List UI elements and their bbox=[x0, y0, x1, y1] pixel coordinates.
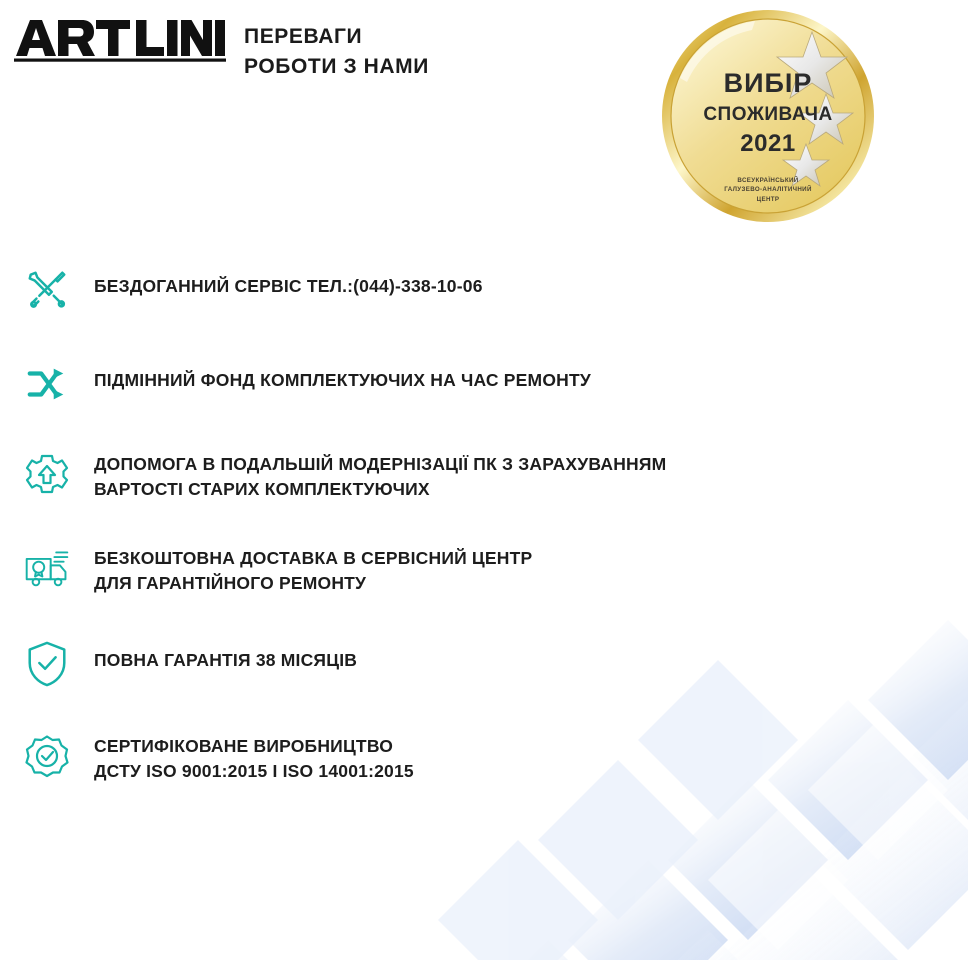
headline-line-2: РОБОТИ З НАМИ bbox=[244, 55, 429, 79]
features-list bbox=[16, 262, 896, 824]
headline-line-1: ПЕРЕВАГИ bbox=[244, 25, 363, 48]
feature-item bbox=[16, 542, 896, 598]
feature-line-1: БЕЗКОШТОВНА ДОСТАВКА В СЕРВІСНИЙ ЦЕНТР bbox=[94, 548, 533, 568]
badge-subtext-line-2: ГАЛУЗЕВО-АНАЛІТИЧНИЙ bbox=[724, 186, 812, 194]
badge-line-2: СПОЖИВАЧА bbox=[703, 104, 833, 125]
feature-item bbox=[16, 262, 896, 318]
feature-text bbox=[78, 636, 357, 673]
certificate-badge-icon bbox=[16, 730, 78, 786]
feature-text bbox=[78, 542, 532, 597]
feature-text bbox=[78, 356, 591, 393]
gear-upgrade-icon bbox=[16, 448, 78, 504]
badge-year: 2021 bbox=[740, 130, 796, 157]
badge-subtext-line-3: ЦЕНТР bbox=[756, 195, 780, 203]
feature-line-1: ДОПОМОГА В ПОДАЛЬШІЙ МОДЕРНІЗАЦІЇ ПК З ЗАРАХУВАННЯМ bbox=[94, 454, 667, 474]
feature-line-2: ВАРТОСТІ СТАРИХ КОМПЛЕКТУЮЧИХ bbox=[94, 479, 430, 500]
feature-item bbox=[16, 730, 896, 786]
feature-line-1: ПІДМІННИЙ ФОНД КОМПЛЕКТУЮЧИХ НА ЧАС РЕМОНТУ bbox=[94, 370, 591, 390]
tools-icon bbox=[16, 262, 78, 318]
feature-line-1: СЕРТИФІКОВАНЕ ВИРОБНИЦТВО bbox=[94, 736, 394, 756]
header bbox=[14, 18, 429, 83]
badge-subtext-line-1: ВСЕУКРАЇНСЬКИЙ bbox=[737, 177, 799, 184]
delivery-truck-icon bbox=[16, 542, 78, 598]
artline-logo bbox=[14, 18, 226, 62]
feature-item bbox=[16, 448, 896, 504]
feature-item bbox=[16, 356, 896, 412]
feature-text bbox=[78, 730, 414, 785]
feature-line-2: ДСТУ ISO 9001:2015 І ISO 14001:2015 bbox=[94, 761, 414, 782]
feature-text bbox=[78, 448, 666, 503]
page-title bbox=[244, 18, 429, 83]
feature-line-1: ПОВНА ГАРАНТІЯ 38 МІСЯЦІВ bbox=[94, 650, 358, 670]
shuffle-arrows-icon bbox=[16, 356, 78, 412]
feature-text bbox=[78, 262, 483, 299]
award-badge bbox=[660, 8, 876, 224]
feature-line-1: БЕЗДОГАННИЙ СЕРВІС ТЕЛ.:(044)-338-10-06 bbox=[94, 276, 483, 296]
shield-check-icon bbox=[16, 636, 78, 692]
feature-item bbox=[16, 636, 896, 692]
feature-line-2: ДЛЯ ГАРАНТІЙНОГО РЕМОНТУ bbox=[94, 573, 367, 594]
badge-line-1: ВИБІР bbox=[723, 68, 813, 98]
badge-subtext bbox=[660, 176, 876, 204]
